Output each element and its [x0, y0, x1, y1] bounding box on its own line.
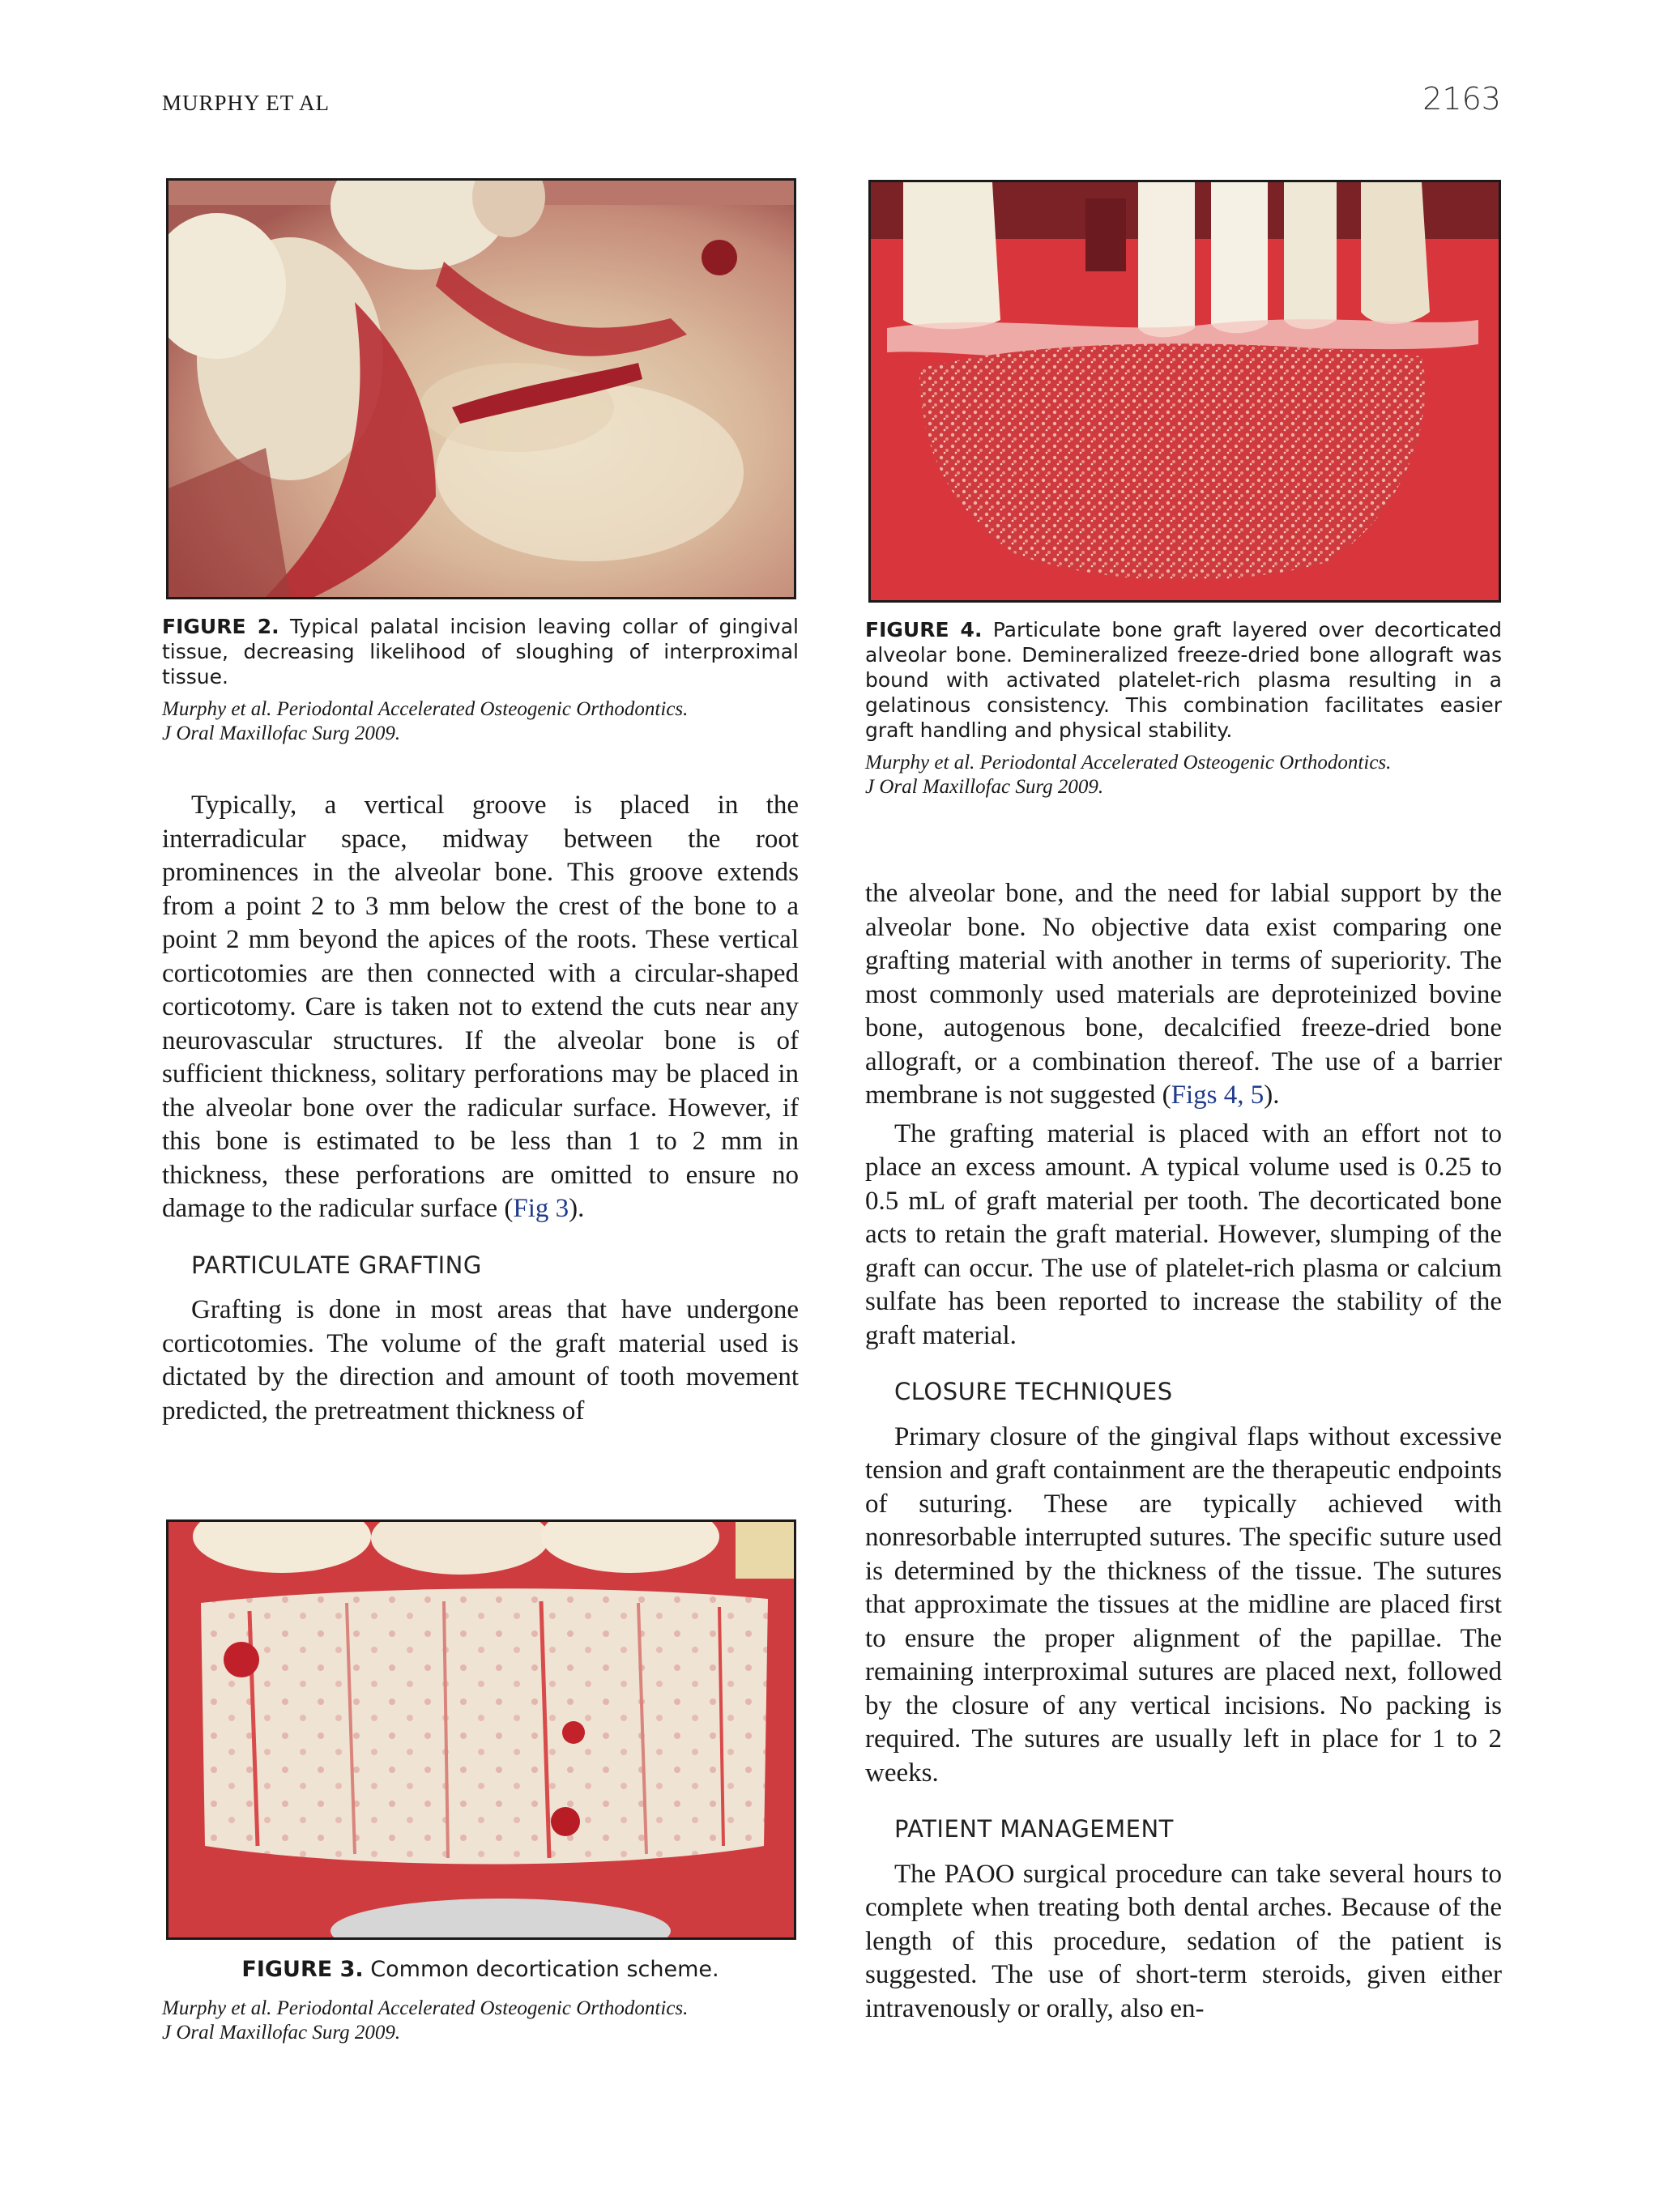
page-number: 2163: [1422, 81, 1501, 117]
left-paragraph-1: [162, 789, 799, 1226]
figure-4-illustration: [871, 182, 1499, 600]
figure-3-caption: [162, 1957, 799, 1982]
right-paragraph-1-end: ).: [1264, 1080, 1280, 1110]
left-column: [162, 789, 799, 1428]
figure-2-caption-text: Typical palatal incision leaving collar of gingival tissue, decreasing likelihood of sloughing of interproximal tissue.: [162, 615, 799, 688]
figure-3-label: FIGURE 3.: [241, 1957, 364, 1982]
figure-4-caption: [865, 617, 1502, 799]
right-paragraph-3: Primary closure of the gingival flaps without excessive tension and graft containment are the therapeutic endpoints of suturing. These are typically achieved with nonresorbable interrupted sutures. The specific suture used is determined by the thickness of the tissue. The sutures that approximate the tissues at the midline are placed first to ensure the proper alignment of the papillae. The remaining interproximal sutures are placed next, followed by the closure of any vertical incisions. No packing is required. The sutures are usually left in place for 1 to 2 weeks.: [865, 1421, 1502, 1788]
left-paragraph-1-end: ).: [569, 1194, 585, 1223]
figure-2-label: FIGURE 2.: [162, 615, 279, 638]
right-paragraph-4: The PAOO surgical procedure can take several hours to complete when treating both dental arches. Because of the length of this procedure, sedation of the patient is suggested. The use of short-term steroids, given either intravenously or orally, also en-: [865, 1859, 1502, 2023]
figure-4-citation: [865, 751, 1502, 799]
right-paragraph-1-text: the alveolar bone, and the need for labial support by the alveolar bone. No objective data exist comparing one grafting material with another in terms of superiority. The most commonly used materials are deproteinized bovine bone, autogenous bone, decalcified freeze-dried bone allograft, or a combination thereof. The use of a barrier membrane is not suggested (: [865, 879, 1502, 1110]
fig-3-reference-link[interactable]: Fig 3: [513, 1194, 569, 1223]
figure-2-citation-line1: Murphy et al. Periodontal Accelerated Osteogenic Orthodontics.: [162, 698, 689, 720]
figure-4-citation-line2: J Oral Maxillofac Surg 2009.: [865, 776, 1104, 798]
heading-patient-management: PATIENT MANAGEMENT: [894, 1815, 1174, 1843]
figure-2-illustration: [168, 181, 794, 597]
heading-closure-techniques: CLOSURE TECHNIQUES: [894, 1378, 1173, 1405]
figure-2-caption: [162, 614, 799, 746]
figure-4-label: FIGURE 4.: [865, 618, 983, 641]
running-head: MURPHY ET AL: [162, 91, 331, 115]
figure-2-citation-line2: J Oral Maxillofac Surg 2009.: [162, 722, 401, 744]
figure-4-photo: [868, 180, 1501, 603]
left-paragraph-1-text: Typically, a vertical groove is placed in the interradicular space, midway between the root prominences in the alveolar bone. This groove extends from a point 2 to 3 mm below the crest of the bone to a point 2 mm beyond the apices of the roots. These vertical corticotomies are then connected with a circular-shaped corticotomy. Care is taken not to extend the cuts near any neurovascular structures. If the alveolar bone is of sufficient thickness, solitary perforations may be placed in the alveolar bone over the radicular surface. However, if this bone is estimated to be less than 1 to 2 mm in thickness, these perforations are omitted to ensure no damage to the radicular surface (: [162, 791, 799, 1223]
heading-particulate-grafting: PARTICULATE GRAFTING: [191, 1251, 482, 1279]
figure-3-caption-text: Common decortication scheme.: [370, 1957, 719, 1982]
figure-3-illustration: [168, 1522, 794, 1937]
left-paragraph-2: Grafting is done in most areas that have undergone corticotomies. The volume of the graft material used is dictated by the direction and amount of tooth movement predicted, the pretreatment thickness of: [162, 1295, 799, 1426]
figure-4-caption-text: Particulate bone graft layered over decorticated alveolar bone. Demineralized freeze-dried bone allograft was bound with activated platelet-rich plasma resulting in a gelatinous consistency. This combination facilitates easier graft handling and physical stability.: [865, 618, 1503, 742]
figs-4-5-reference-link[interactable]: Figs 4, 5: [1171, 1080, 1265, 1110]
figure-4-citation-line1: Murphy et al. Periodontal Accelerated Osteogenic Orthodontics.: [865, 752, 1392, 774]
figure-3-photo: [166, 1519, 796, 1940]
right-paragraph-2: The grafting material is placed with an effort not to place an excess amount. A typical volume used is 0.25 to 0.5 mL of graft material per tooth. The decorticated bone acts to retain the graft material. However, slumping of the graft can occur. The use of platelet-rich plasma or calcium sulfate has been reported to increase the stability of the graft material.: [865, 1119, 1502, 1350]
figure-3-citation-line1: Murphy et al. Periodontal Accelerated Osteogenic Orthodontics.: [162, 1997, 689, 2019]
right-paragraph-1: [865, 877, 1502, 1113]
figure-3-citation-line2: J Oral Maxillofac Surg 2009.: [162, 2022, 401, 2044]
right-column: [865, 877, 1502, 2026]
figure-3-citation: [162, 1997, 799, 2045]
figure-2-photo: [166, 178, 796, 599]
figure-2-citation: [162, 697, 799, 746]
